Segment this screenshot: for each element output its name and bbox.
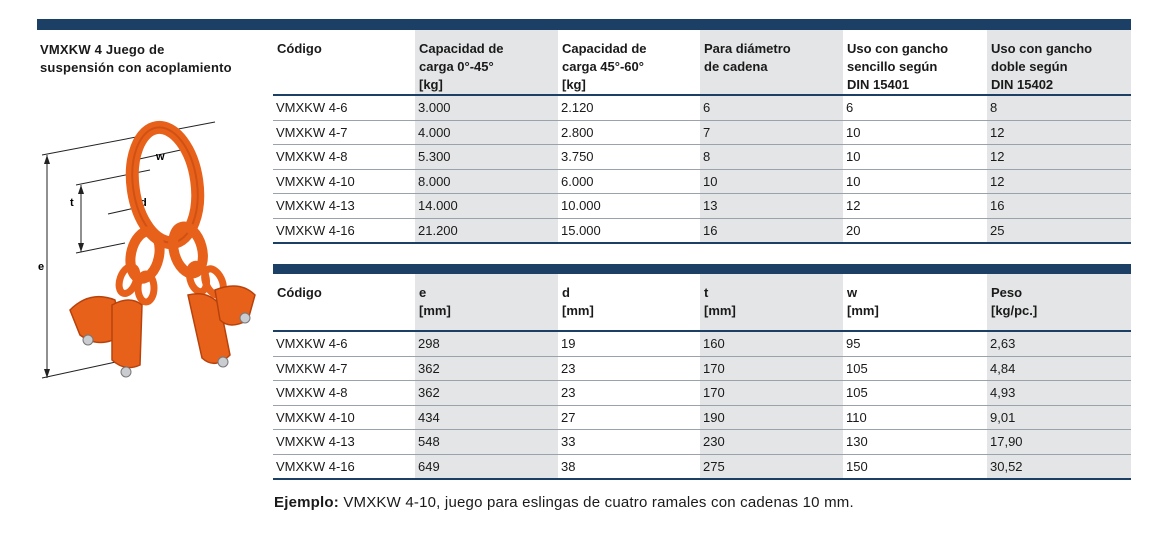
table-cell: 12 <box>987 120 1131 145</box>
header-peso: Peso [kg/pc.] <box>987 274 1131 331</box>
table-cell: 434 <box>415 405 558 430</box>
table-cell: VMXKW 4-7 <box>273 120 415 145</box>
table-cell: 230 <box>700 430 843 455</box>
table-cell: 17,90 <box>987 430 1131 455</box>
table-cell: 19 <box>558 331 700 356</box>
table-cell: VMXKW 4-16 <box>273 454 415 479</box>
table-cell: 23 <box>558 356 700 381</box>
table-cell: 2.800 <box>558 120 700 145</box>
header-gancho-sencillo: Uso con gancho sencillo según DIN 15401 <box>843 30 987 95</box>
table-row <box>273 194 1131 219</box>
table-cell: VMXKW 4-10 <box>273 405 415 430</box>
table-cell: 14.000 <box>415 194 558 219</box>
example-note <box>274 494 854 511</box>
table-row <box>273 430 1131 455</box>
coupler-right-outer <box>215 286 255 325</box>
w-label: w <box>156 151 165 163</box>
header-d: d [mm] <box>558 274 700 331</box>
table-cell: 110 <box>843 405 987 430</box>
header-t: t [mm] <box>700 274 843 331</box>
table-cell: 2.120 <box>558 95 700 120</box>
example-text: VMXKW 4-10, juego para eslingas de cuatro ramales con cadenas 10 mm. <box>338 494 854 511</box>
table-cell: 20 <box>843 218 987 243</box>
product-title-line2: suspensión con acoplamiento <box>40 60 232 75</box>
table-cell: 95 <box>843 331 987 356</box>
table-cell: 10.000 <box>558 194 700 219</box>
table-cell: 8 <box>987 95 1131 120</box>
header-w: w [mm] <box>843 274 987 331</box>
table-cell: 6.000 <box>558 169 700 194</box>
table-cell: 8 <box>700 145 843 170</box>
d-label: d <box>140 197 147 209</box>
table-cell: VMXKW 4-6 <box>273 95 415 120</box>
e-label: e <box>38 261 45 273</box>
header-capacidad-45-60: Capacidad de carga 45°-60° [kg] <box>558 30 700 95</box>
table-cell: 170 <box>700 381 843 406</box>
header-capacidad-0-45: Capacidad de carga 0°-45° [kg] <box>415 30 558 95</box>
table-cell: 3.750 <box>558 145 700 170</box>
table-cell: 8.000 <box>415 169 558 194</box>
table-row <box>273 145 1131 170</box>
table-cell: VMXKW 4-13 <box>273 194 415 219</box>
capacity-table-header <box>273 30 1131 95</box>
table-cell: 12 <box>987 169 1131 194</box>
table-cell: VMXKW 4-13 <box>273 430 415 455</box>
coupler-left-inner <box>112 300 142 377</box>
top-rule <box>37 19 1131 30</box>
table-cell: 190 <box>700 405 843 430</box>
table-cell: 23 <box>558 381 700 406</box>
table-row <box>273 169 1131 194</box>
table-cell: 21.200 <box>415 218 558 243</box>
capacity-table <box>273 30 1131 244</box>
table-cell: 275 <box>700 454 843 479</box>
product-title <box>40 41 275 77</box>
table-row <box>273 95 1131 120</box>
table-cell: 4,84 <box>987 356 1131 381</box>
table-row <box>273 120 1131 145</box>
table-cell: VMXKW 4-7 <box>273 356 415 381</box>
table-cell: 25 <box>987 218 1131 243</box>
table-cell: 3.000 <box>415 95 558 120</box>
header-diametro-cadena: Para diámetro de cadena <box>700 30 843 95</box>
table-cell: 105 <box>843 381 987 406</box>
table-cell: VMXKW 4-8 <box>273 145 415 170</box>
header-codigo: Código <box>273 274 415 331</box>
table-cell: 5.300 <box>415 145 558 170</box>
table-row <box>273 331 1131 356</box>
dimensions-table-header <box>273 274 1131 331</box>
t-label: t <box>70 197 74 209</box>
table-cell: VMXKW 4-16 <box>273 218 415 243</box>
table-cell: 15.000 <box>558 218 700 243</box>
table-cell: VMXKW 4-10 <box>273 169 415 194</box>
product-title-line1: VMXKW 4 Juego de <box>40 42 165 57</box>
table-cell: 150 <box>843 454 987 479</box>
table-cell: 6 <box>700 95 843 120</box>
header-codigo: Código <box>273 30 415 95</box>
table-cell: 10 <box>843 169 987 194</box>
table-cell: 10 <box>843 120 987 145</box>
master-link-assembly-illustration <box>30 110 265 395</box>
table-cell: 13 <box>700 194 843 219</box>
table-cell: 30,52 <box>987 454 1131 479</box>
table-cell: 7 <box>700 120 843 145</box>
table-row <box>273 454 1131 479</box>
table-cell: 16 <box>700 218 843 243</box>
table-cell: 548 <box>415 430 558 455</box>
table-row <box>273 381 1131 406</box>
table-cell: 160 <box>700 331 843 356</box>
table-cell: 9,01 <box>987 405 1131 430</box>
table-cell: 38 <box>558 454 700 479</box>
product-figure <box>30 110 265 395</box>
table-cell: 6 <box>843 95 987 120</box>
table-row <box>273 218 1131 243</box>
table-cell: 33 <box>558 430 700 455</box>
table-cell: 16 <box>987 194 1131 219</box>
table-cell: 4,93 <box>987 381 1131 406</box>
e-bottom-extension <box>42 360 125 378</box>
table-cell: 649 <box>415 454 558 479</box>
table-cell: 170 <box>700 356 843 381</box>
dimensions-table <box>273 274 1131 480</box>
table-row <box>273 356 1131 381</box>
d-dimension-line <box>108 208 135 214</box>
header-e: e [mm] <box>415 274 558 331</box>
table-cell: VMXKW 4-8 <box>273 381 415 406</box>
table-row <box>273 405 1131 430</box>
table-cell: 362 <box>415 356 558 381</box>
table-cell: 362 <box>415 381 558 406</box>
table-cell: 105 <box>843 356 987 381</box>
table-cell: 2,63 <box>987 331 1131 356</box>
table-cell: 298 <box>415 331 558 356</box>
table-cell: VMXKW 4-6 <box>273 331 415 356</box>
mid-rule <box>273 264 1131 274</box>
table-cell: 12 <box>987 145 1131 170</box>
table-cell: 10 <box>700 169 843 194</box>
table-cell: 4.000 <box>415 120 558 145</box>
table-cell: 27 <box>558 405 700 430</box>
table-cell: 10 <box>843 145 987 170</box>
table-cell: 12 <box>843 194 987 219</box>
table-cell: 130 <box>843 430 987 455</box>
example-label: Ejemplo: <box>274 494 339 511</box>
header-gancho-doble: Uso con gancho doble según DIN 15402 <box>987 30 1131 95</box>
